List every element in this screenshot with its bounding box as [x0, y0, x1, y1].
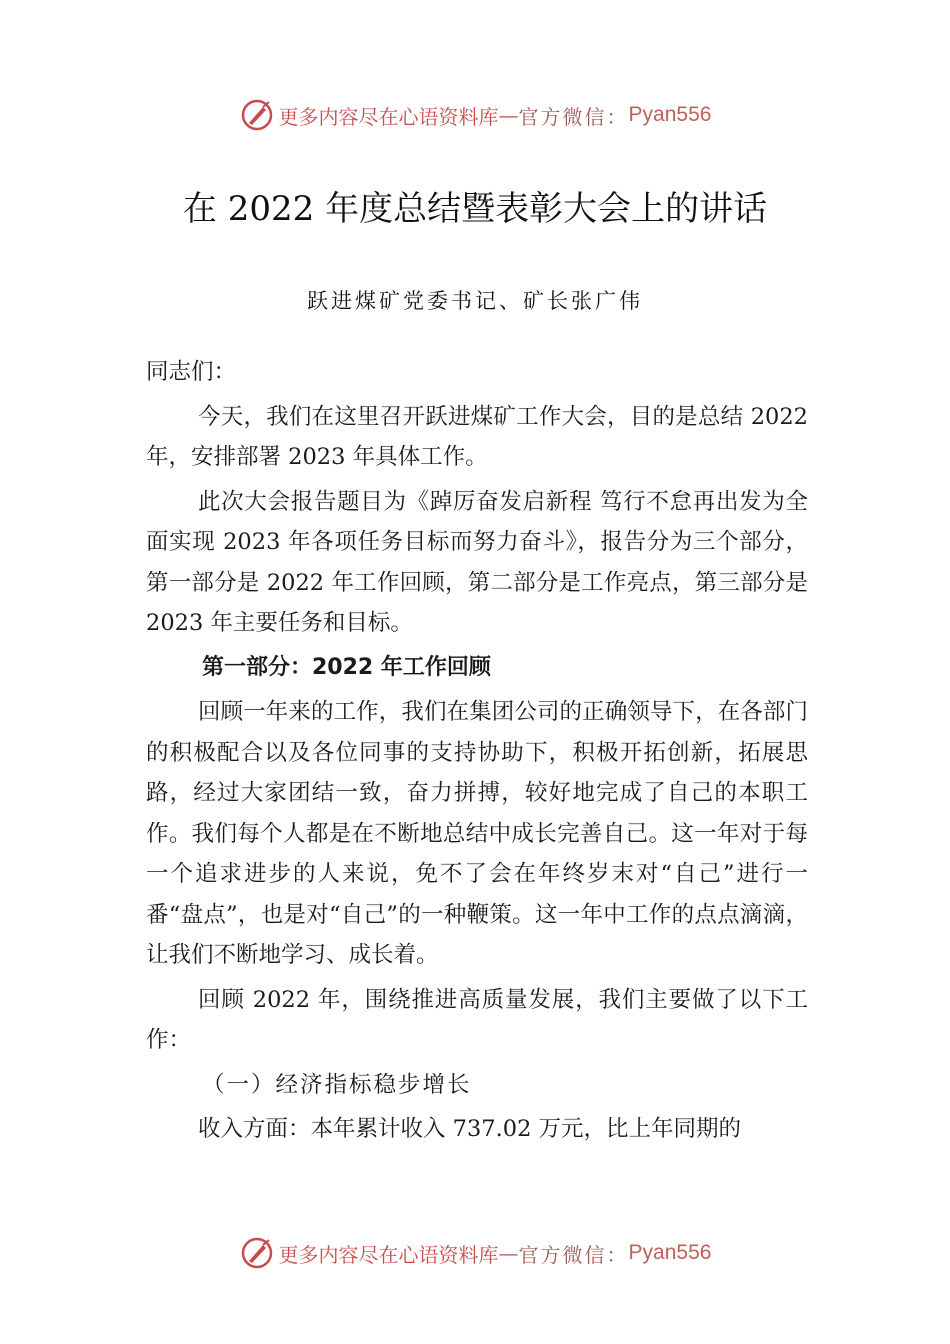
footer-watermark-banner	[0, 1233, 950, 1273]
paragraph: 收入方面：本年累计收入 737.02 万元，比上年同期的	[198, 1116, 742, 1142]
salutation: 同志们：	[146, 359, 237, 385]
banner-wechat-id: Pyan556	[628, 1241, 712, 1264]
paragraph: 今天，我们在这里召开跃进煤矿工作大会，目的是总结 2022 年，安排部署 2023 年具体工作。	[146, 403, 808, 470]
section-heading: 第一部分：2022 年工作回顾	[202, 654, 491, 680]
banner-separator: —	[498, 103, 519, 127]
document-author: 跃进煤矿党委书记、矿长张广伟	[307, 289, 643, 313]
banner-text: 更多内容尽在心语资料库	[278, 104, 499, 129]
banner-wechat-label: 官方微信：	[518, 104, 629, 129]
banner-wechat-id: Pyan556	[628, 103, 712, 126]
banner-separator: —	[498, 1241, 519, 1265]
paragraph: 回顾 2022 年，围绕推进高质量发展，我们主要做了以下工作：	[146, 986, 808, 1053]
paragraph: 回顾一年来的工作，我们在集团公司的正确领导下，在各部门的积极配合以及各位同事的支持协助下，积极开拓创新，拓展思路，经过大家团结一致，奋力拼搏，较好地完成了自己的本职工作。我们每个人都是在不断地总结中成长完善自己。这一年对于每一个追求进步的人来说，免不了会在年终岁末对“自己”进行一番“盘点”，也是对“自己”的一种鞭策。这一年中工作的点点滴滴，让我们不断地学习、成长着。	[146, 699, 808, 968]
document-body	[146, 352, 808, 1154]
subsection-heading: （一）经济指标稳步增长	[202, 1071, 472, 1098]
header-watermark-banner	[0, 95, 950, 135]
banner-text: 更多内容尽在心语资料库	[278, 1242, 499, 1267]
document-title: 在 2022 年度总结暨表彰大会上的讲话	[182, 189, 768, 229]
pen-logo-icon	[239, 1235, 275, 1271]
pen-logo-icon	[239, 97, 275, 133]
banner-wechat-label: 官方微信：	[518, 1242, 629, 1267]
paragraph: 此次大会报告题目为《踔厉奋发启新程 笃行不怠再出发为全面实现 2023 年各项任务目标而努力奋斗》，报告分为三个部分，第一部分是 2022 年工作回顾，第二部分是工作亮点，第三部分是 2023 年主要任务和目标。	[146, 488, 808, 636]
